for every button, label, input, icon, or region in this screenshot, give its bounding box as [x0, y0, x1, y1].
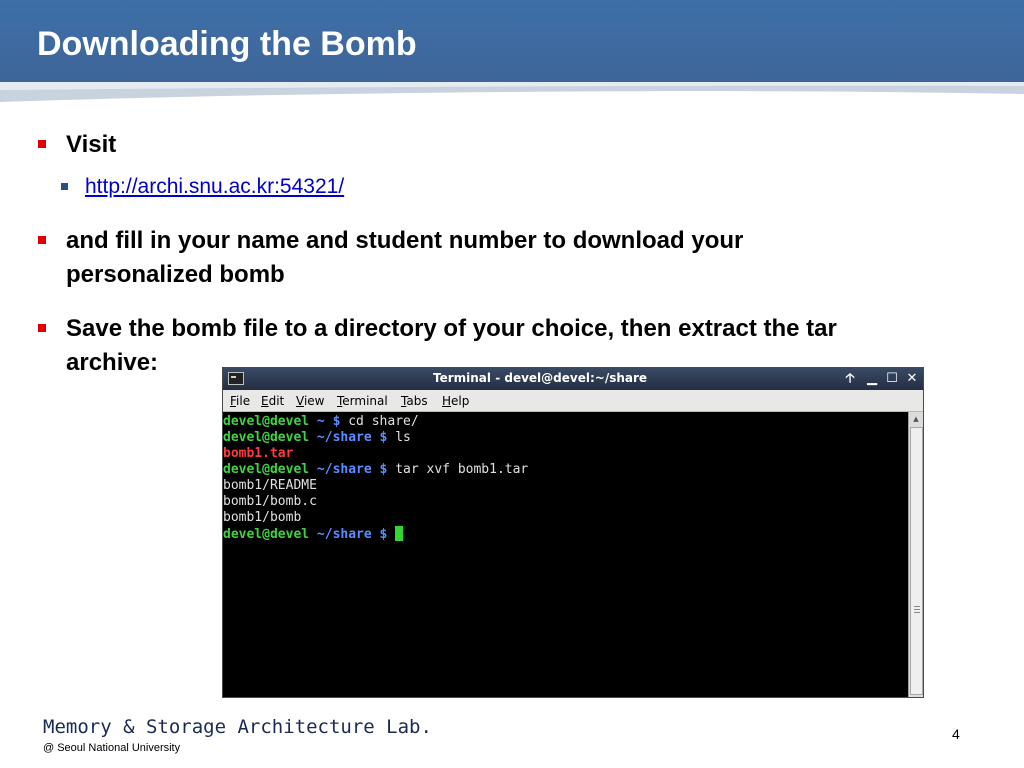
terminal-scrollbar[interactable] [908, 412, 923, 697]
command-text: cd share/ [340, 414, 419, 429]
prompt-path: ~/share $ [309, 430, 388, 445]
output-text: bomb1/bomb [223, 510, 302, 525]
output-archive-file: bomb1.tar [223, 446, 294, 461]
menu-file[interactable]: File [230, 394, 251, 408]
bomb-download-link[interactable]: http://archi.snu.ac.kr:54321/ [85, 175, 345, 198]
terminal-line [223, 430, 411, 446]
bullet-marker [38, 236, 46, 244]
prompt-user: devel@devel [223, 414, 310, 429]
scroll-up-arrow-icon[interactable]: ▲ [913, 415, 919, 423]
prompt-user: devel@devel [223, 430, 310, 445]
menu-edit[interactable]: Edit [261, 394, 285, 408]
terminal-line [223, 462, 528, 478]
bullet-marker [38, 324, 46, 332]
close-icon[interactable]: ✕ [906, 371, 918, 386]
sub-bullet-marker [61, 183, 68, 190]
terminal-menubar [223, 390, 923, 412]
terminal-cursor [395, 526, 403, 541]
terminal-screen[interactable] [223, 412, 908, 697]
minimize-icon[interactable]: ▁ [867, 371, 877, 386]
window-up-icon[interactable]: 🡡 [845, 371, 855, 386]
terminal-line [223, 446, 293, 462]
output-text: bomb1/bomb.c [223, 494, 317, 509]
bullet-visit: Visit [66, 131, 117, 158]
terminal-line [223, 478, 317, 494]
terminal-app-icon[interactable] [228, 372, 244, 385]
bullet-save-cont: archive: [66, 349, 159, 376]
prompt-path: ~/share $ [309, 462, 388, 477]
menu-terminal[interactable]: Terminal [337, 394, 388, 408]
terminal-title: Terminal - devel@devel:~/share [433, 371, 648, 385]
terminal-line [223, 414, 419, 430]
footer-university: @ Seoul National University [43, 742, 181, 754]
terminal-titlebar[interactable] [223, 368, 923, 390]
scroll-grip-icon [914, 606, 920, 614]
menu-tabs[interactable]: Tabs [401, 394, 428, 408]
scrollbar-thumb[interactable] [910, 427, 923, 695]
terminal-line [223, 494, 317, 510]
bullet-fill-in: and fill in your name and student number to download your [66, 227, 744, 254]
bullet-marker [38, 140, 46, 148]
menu-view[interactable]: View [296, 394, 325, 408]
menu-help[interactable]: Help [442, 394, 470, 408]
slide-title: Downloading the Bomb [37, 25, 417, 63]
prompt-user: devel@devel [223, 527, 310, 542]
bullet-save: Save the bomb file to a directory of your choice, then extract the tar [66, 315, 837, 342]
bullet-fill-in-cont: personalized bomb [66, 261, 285, 288]
prompt-path: ~ $ [309, 414, 341, 429]
footer-lab-name: Memory & Storage Architecture Lab. [43, 716, 432, 738]
output-text: bomb1/README [223, 478, 317, 493]
prompt-user: devel@devel [223, 462, 310, 477]
maximize-icon[interactable]: ☐ [886, 371, 898, 386]
page-number: 4 [952, 726, 960, 742]
terminal-line [223, 526, 403, 542]
prompt-path: ~/share $ [309, 527, 388, 542]
header-swoosh-decoration [0, 76, 1024, 116]
terminal-line [223, 510, 301, 526]
command-text [387, 527, 395, 542]
command-text: ls [387, 430, 411, 445]
command-text: tar xvf bomb1.tar [387, 462, 529, 477]
terminal-window[interactable] [222, 367, 924, 698]
